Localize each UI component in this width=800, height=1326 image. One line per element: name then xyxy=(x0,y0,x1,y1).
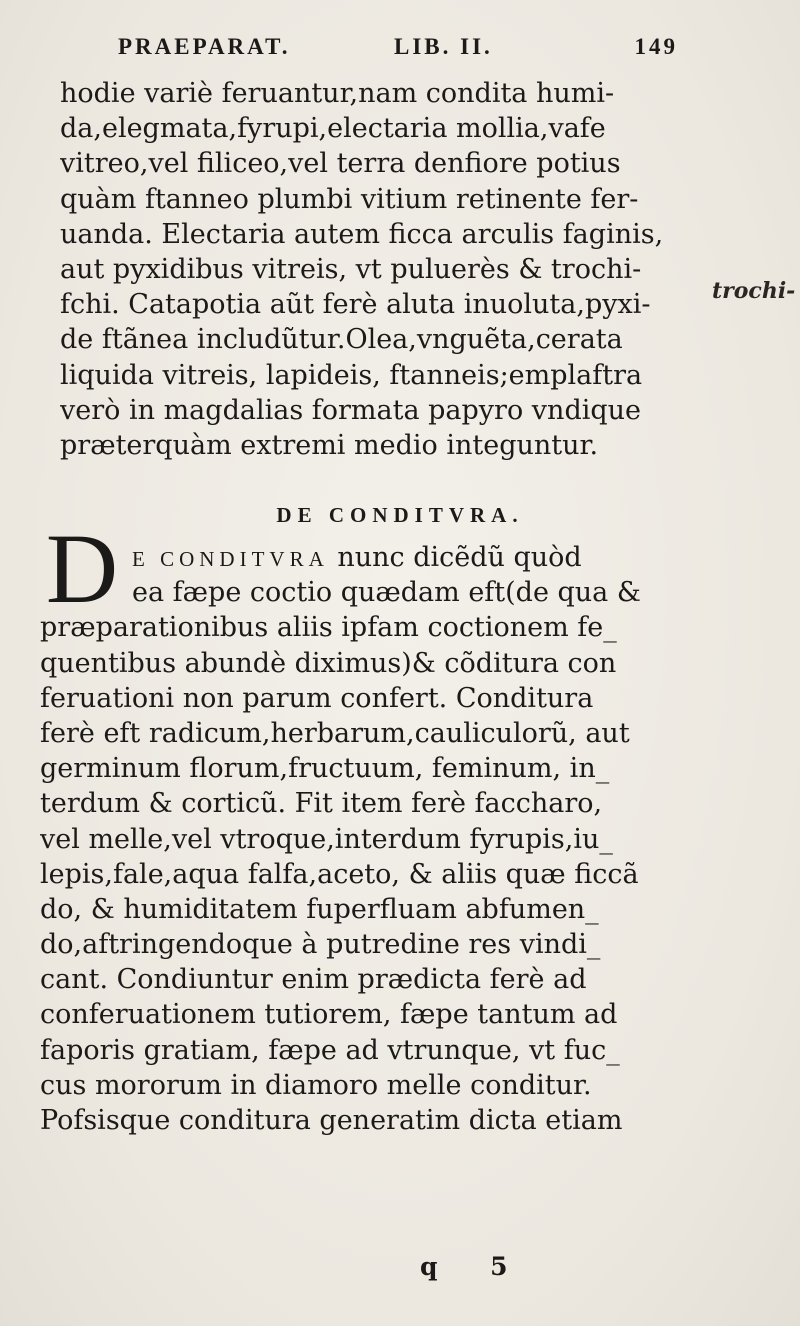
paragraph-conditura xyxy=(40,540,770,1138)
running-title: PRAEPARAT. xyxy=(118,34,291,59)
text-line: liquida vitreis, lapideis, ftanneis;emplaftra xyxy=(60,359,643,391)
page-number: 149 xyxy=(634,34,678,59)
text-line: fchi. Catapotia aũt ferè aluta inuoluta,pyxi- xyxy=(60,289,651,321)
text-line: præparationibus aliis ipfam coctionem fe_ xyxy=(40,612,617,644)
text-line: cant. Condiuntur enim prædicta ferè ad xyxy=(40,964,587,996)
text-line: germinum florum,fructuum, feminum, in_ xyxy=(40,753,610,785)
text-line: vitreo,vel filiceo,vel terra denfiore potius xyxy=(60,148,621,180)
margin-note: trochi- xyxy=(712,278,796,304)
text-line: faporis gratiam, fæpe ad vtrunque, vt fuc_ xyxy=(40,1034,620,1066)
text-line: vel melle,vel vtroque,interdum fyrupis,iu_ xyxy=(40,823,613,855)
text-line-rest: nunc dicẽdũ quòd xyxy=(328,542,582,573)
paragraph-continued xyxy=(60,76,760,463)
text-line: de ftãnea includũtur.Olea,vnguẽta,cerata xyxy=(60,324,623,356)
text-line: ferè eft radicum,herbarum,cauliculorũ, aut xyxy=(40,717,630,749)
running-header xyxy=(118,34,678,70)
signature-mark: q 5 xyxy=(420,1252,530,1281)
text-line: cus mororum in diamoro melle conditur. xyxy=(40,1069,592,1101)
text-line: ea fæpe coctio quædam eft(de qua & xyxy=(132,577,641,609)
text-line: verò in magdalias formata papyro vndique xyxy=(60,394,642,426)
section-heading: DE CONDITVRA. xyxy=(276,503,524,527)
text-line: uanda. Electaria autem ficca arculis faginis, xyxy=(60,218,664,250)
drop-cap-initial: D xyxy=(45,513,119,624)
text-line: præterquàm extremi medio integuntur. xyxy=(60,429,599,461)
text-line: quàm ftanneo plumbi vitium retinente fer- xyxy=(60,183,639,215)
text-line: do, & humiditatem fuperfluam abfumen_ xyxy=(40,893,599,925)
text-line: quentibus abundè diximus)& cõditura con xyxy=(40,647,617,679)
text-line: terdum & corticũ. Fit item ferè faccharo, xyxy=(40,788,603,820)
smallcaps-lead: E CONDITVRA xyxy=(132,547,329,571)
text-line: da,elegmata,fyrupi,electaria mollia,vafe xyxy=(60,113,606,145)
book-label: LIB. II. xyxy=(394,34,493,59)
text-line: lepis,fale,aqua falfa,aceto, & aliis quæ ficcã xyxy=(40,858,639,890)
text-line: Pofsisque conditura generatim dicta etiam xyxy=(40,1105,623,1136)
text-line: feruationi non parum confert. Conditura xyxy=(40,682,594,714)
text-line-first xyxy=(40,540,770,575)
text-line: do,aftringendoque à putredine res vindi_ xyxy=(40,929,601,961)
text-line: aut pyxidibus vitreis, vt puluerès & trochi- xyxy=(60,253,642,285)
text-line: hodie variè feruantur,nam condita humi- xyxy=(60,78,615,109)
text-line: conferuationem tutiorem, fæpe tantum ad xyxy=(40,999,618,1031)
